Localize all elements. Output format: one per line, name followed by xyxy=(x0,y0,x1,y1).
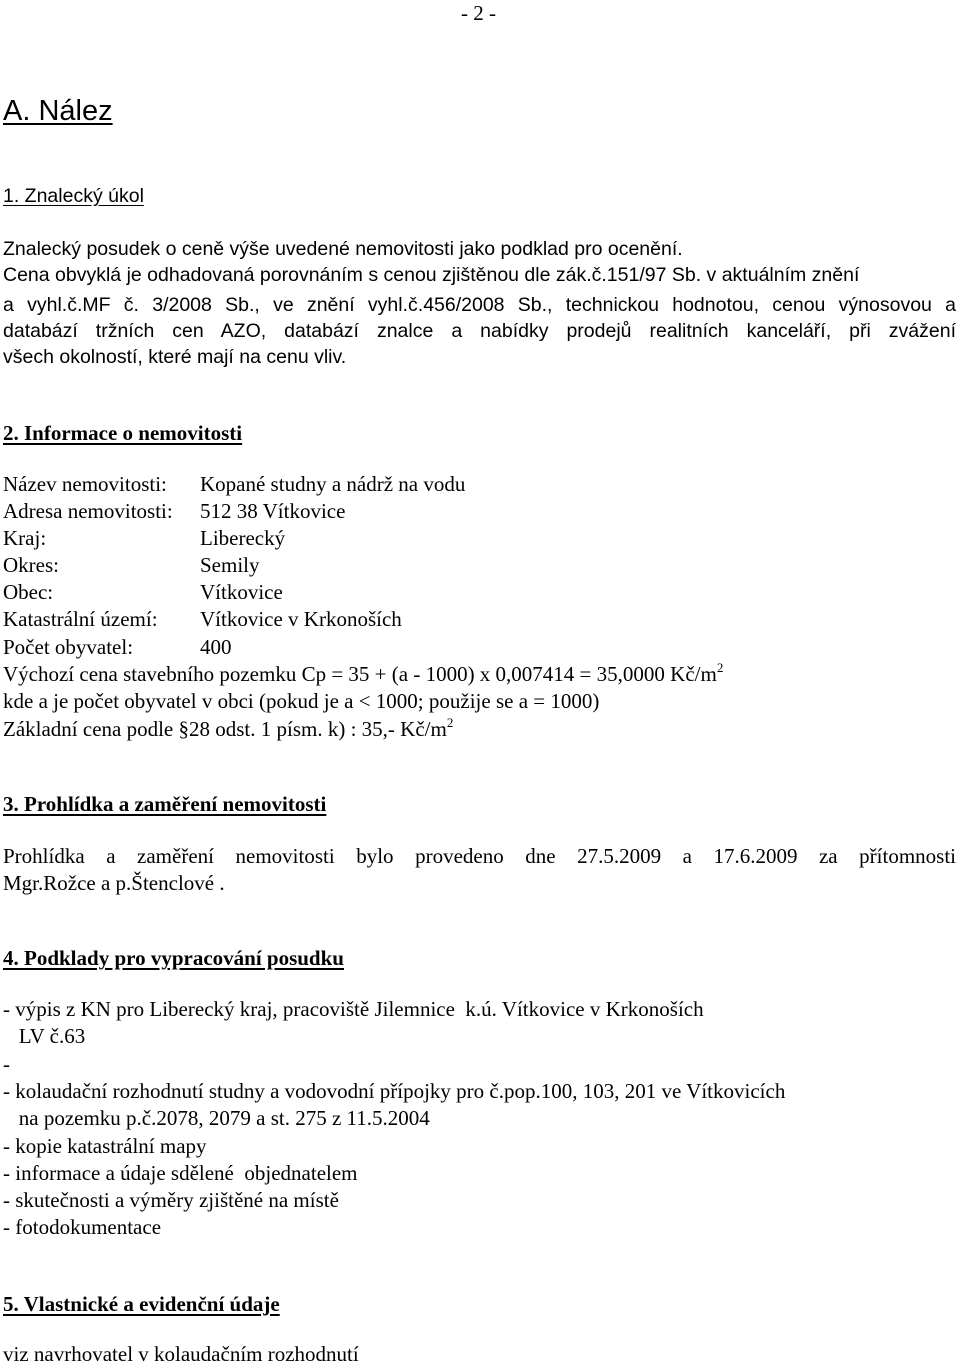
info-value-municipality: Vítkovice xyxy=(200,580,283,604)
info-label-municipality: Obec: xyxy=(3,580,54,604)
list-item: - informace a údaje sdělené objednatelem xyxy=(3,1161,358,1185)
info-label-population: Počet obyvatel: xyxy=(3,635,134,659)
list-item: - fotodokumentace xyxy=(3,1215,162,1239)
info-label-district: Okres: xyxy=(3,553,59,577)
list-item: - výpis z KN pro Liberecký kraj, pracoviště Jilemnice k.ú. Vítkovice v Krkonoších xyxy=(3,997,704,1021)
section1-line1: Znalecký posudek o ceně výše uvedené nemovitosti jako podklad pro ocenění. xyxy=(3,238,683,260)
list-item: na pozemku p.č.2078, 2079 a st. 275 z 11.5.2004 xyxy=(3,1106,430,1130)
base-price-text: Základní cena podle §28 odst. 1 písm. k) : 35,- Kč/m xyxy=(3,717,447,741)
section5-title: 5. Vlastnické a evidenční údaje xyxy=(3,1292,280,1316)
page-number: - 2 - xyxy=(461,1,496,25)
section3-title: 3. Prohlídka a zaměření nemovitosti xyxy=(3,792,327,816)
base-price-line xyxy=(3,716,453,743)
section3-line1: Prohlídka a zaměření nemovitosti bylo provedeno dne 27.5.2009 a 17.6.2009 za přítomnosti xyxy=(3,844,956,868)
main-heading xyxy=(3,94,113,128)
section1-line5: všech okolností, které mají na cenu vliv. xyxy=(3,346,347,368)
info-value-address: 512 38 Vítkovice xyxy=(200,499,346,523)
section5-line1: viz navrhovatel v kolaudačním rozhodnutí xyxy=(3,1342,359,1366)
base-price-sup: 2 xyxy=(446,715,454,730)
list-item: - xyxy=(3,1052,10,1076)
info-label-name: Název nemovitosti: xyxy=(3,472,167,496)
info-label-address: Adresa nemovitosti: xyxy=(3,499,173,523)
info-label-region: Kraj: xyxy=(3,526,47,550)
section3-line2: Mgr.Rožce a p.Štenclové . xyxy=(3,871,225,895)
main-heading-text: A. Nález xyxy=(3,95,113,127)
info-label-cadastral: Katastrální území: xyxy=(3,607,158,631)
section1-line4: databází tržních cen AZO, databází znalce a nabídky prodejů realitních kanceláří, při zvážení xyxy=(3,320,956,342)
info-value-cadastral: Vítkovice v Krkonoších xyxy=(200,607,402,631)
list-item: LV č.63 xyxy=(3,1024,86,1048)
list-item: - kopie katastrální mapy xyxy=(3,1134,207,1158)
section1-line2: Cena obvyklá je odhadovaná porovnáním s cenou zjištěnou dle zák.č.151/97 Sb. v aktuálním znění xyxy=(3,264,860,286)
price-line-sup: 2 xyxy=(716,660,724,675)
info-value-population: 400 xyxy=(200,635,232,659)
section2-title: 2. Informace o nemovitosti xyxy=(3,421,243,445)
price-line-text: Výchozí cena stavebního pozemku Cp = 35 + (a - 1000) x 0,007414 = 35,0000 Kč/m xyxy=(3,662,717,686)
info-value-name: Kopané studny a nádrž na vodu xyxy=(200,472,466,496)
price-line xyxy=(3,661,723,688)
section1-line3: a vyhl.č.MF č. 3/2008 Sb., ve znění vyhl.č.456/2008 Sb., technickou hodnotou, cenou výnosovou a xyxy=(3,294,956,316)
info-value-region: Liberecký xyxy=(200,526,286,550)
note-line: kde a je počet obyvatel v obci (pokud je a < 1000; použije se a = 1000) xyxy=(3,689,600,713)
list-item: - skutečnosti a výměry zjištěné na místě xyxy=(3,1188,339,1212)
list-item: - kolaudační rozhodnutí studny a vodovodní přípojky pro č.pop.100, 103, 201 ve Vítkovicích xyxy=(3,1079,786,1103)
info-value-district: Semily xyxy=(200,553,260,577)
section1-title: 1. Znalecký úkol xyxy=(3,185,144,207)
section4-title: 4. Podklady pro vypracování posudku xyxy=(3,946,344,970)
